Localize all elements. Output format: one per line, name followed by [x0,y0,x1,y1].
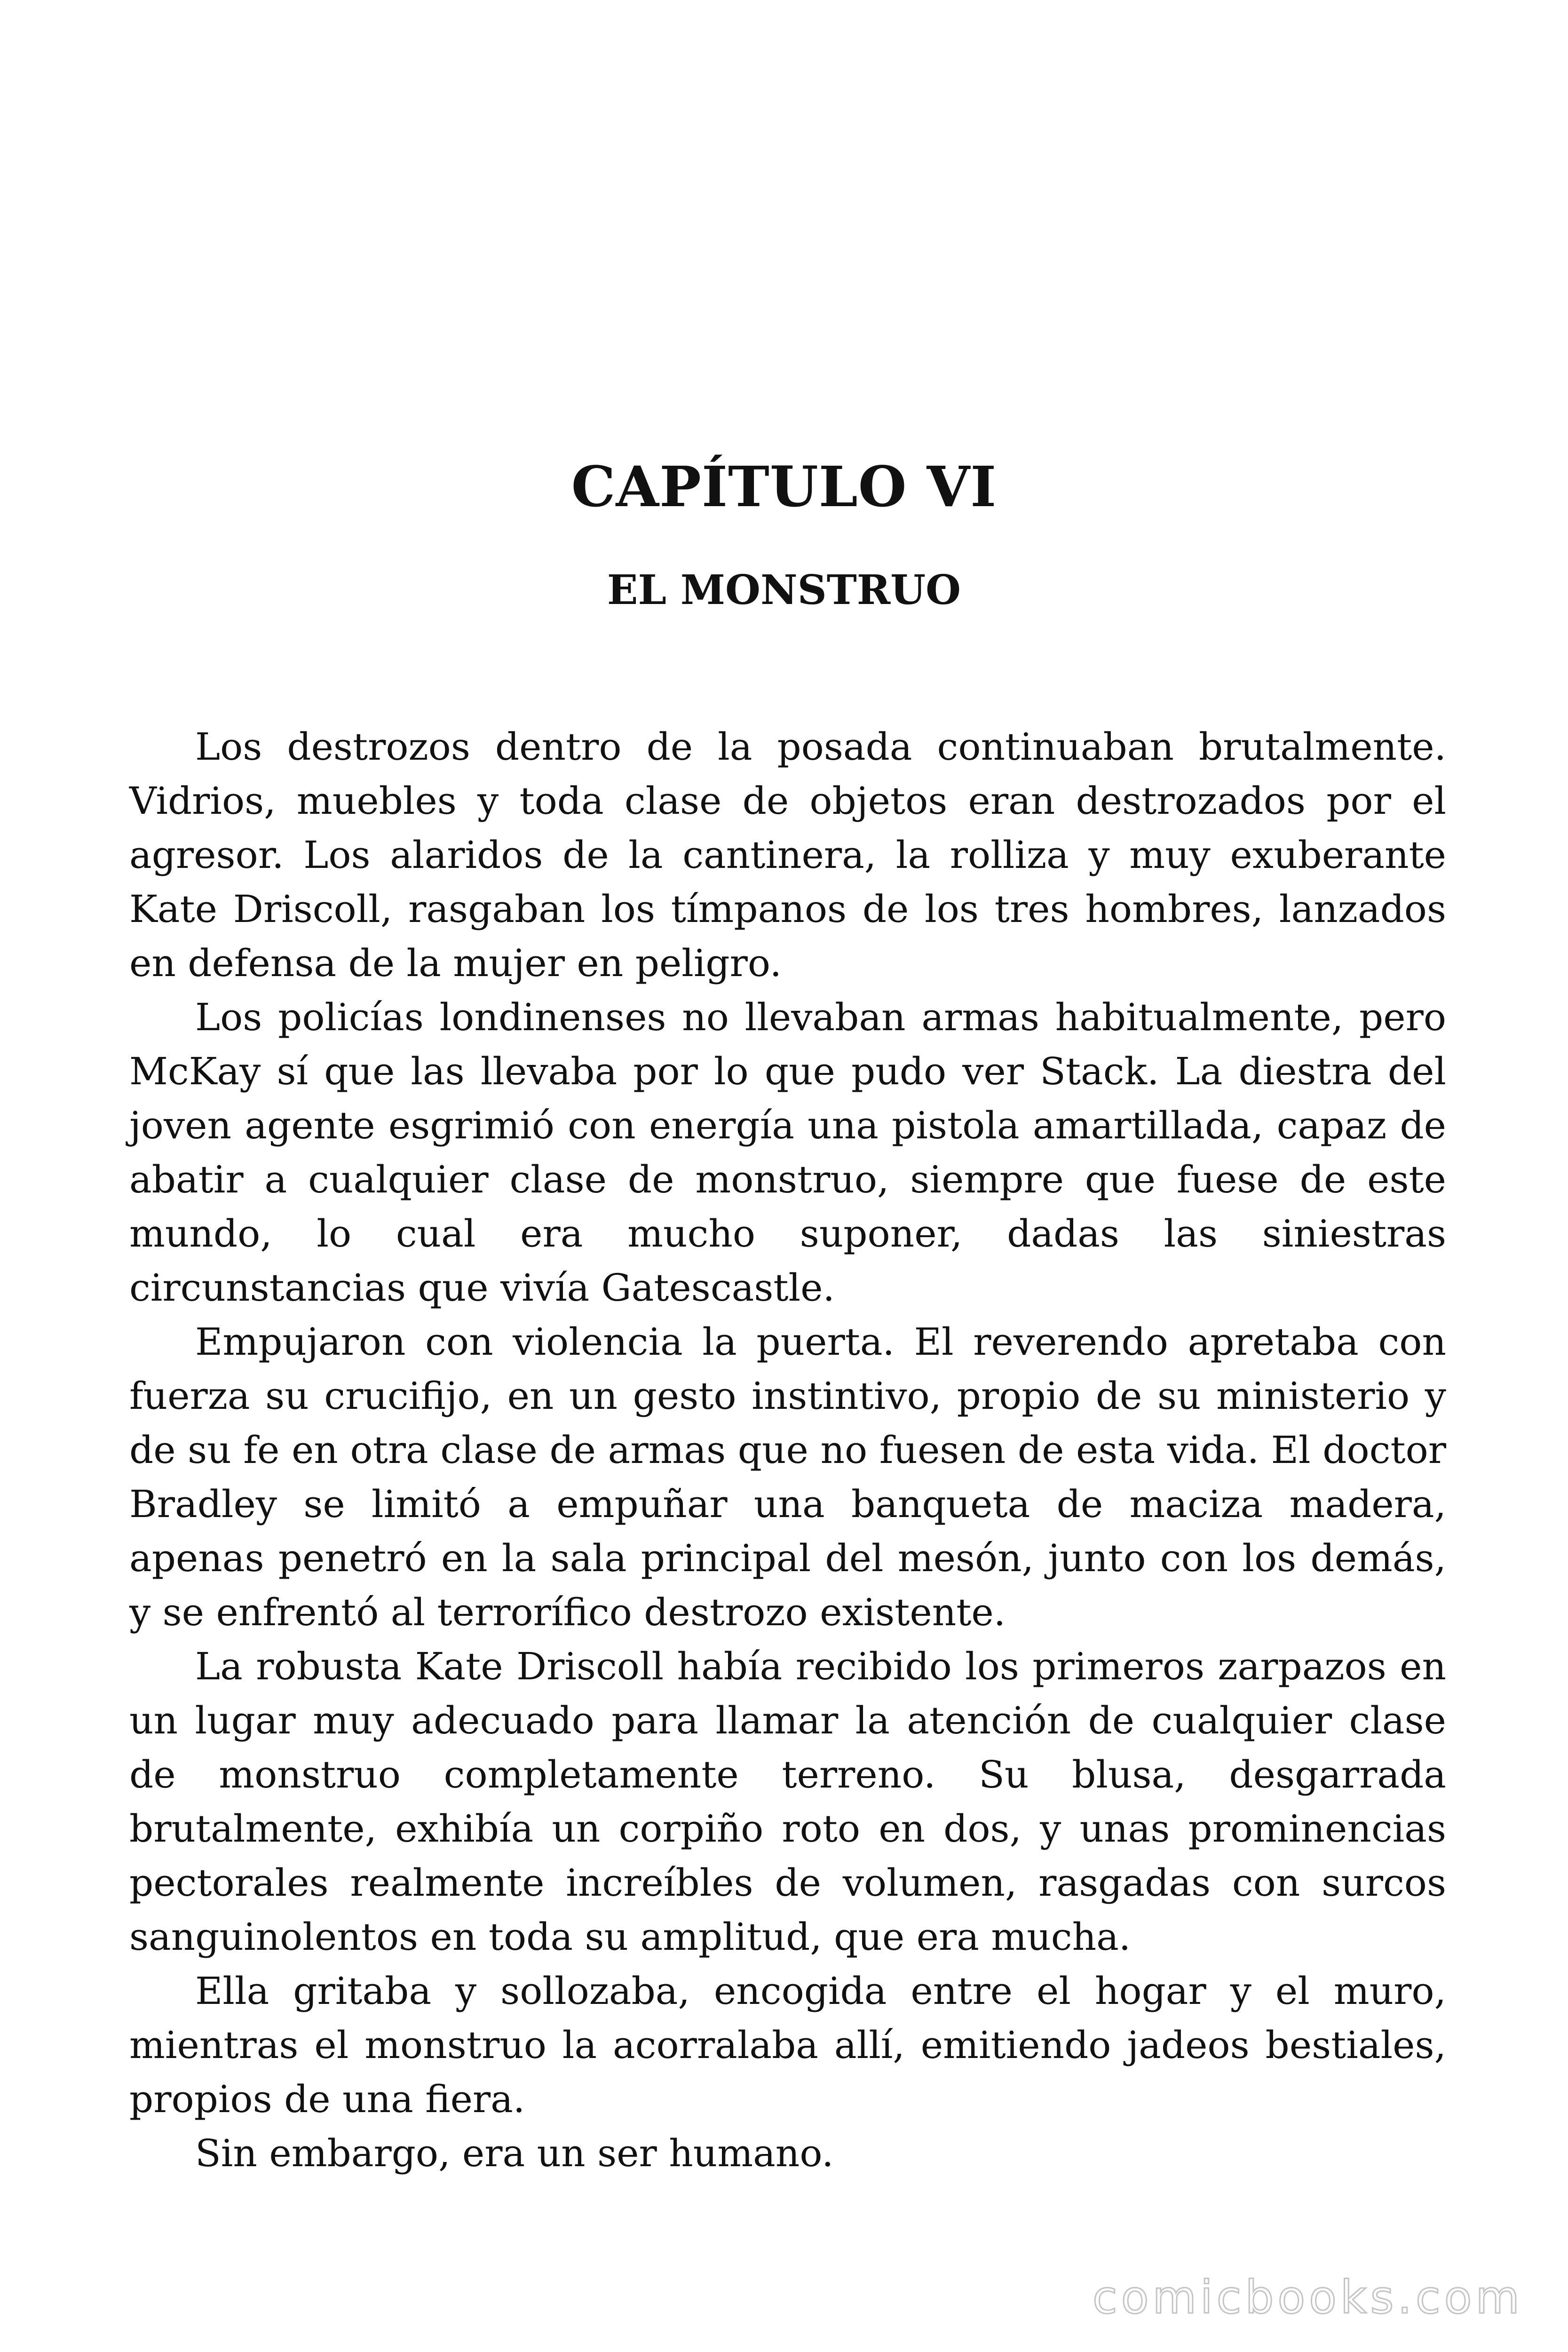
chapter-title: CAPÍTULO VI [571,454,997,519]
paragraph: Sin embargo, era un ser humano. [195,2131,834,2175]
watermark: comicbooks.com [1092,2271,1523,2324]
paragraph: La robusta Kate Driscoll había recibido los primeros zarpazos en un lugar muy adecuado para llamar la atención de cualquier clase de monstruo completamente terreno. Su blusa, desgarrada brutalmente, exhibía un corpiño roto en dos, y unas prominencias pectorales realmente increíbles de volumen, rasgadas con surcos sanguinolentos en toda su amplitud, que era mucha. [129,1645,1446,1959]
paragraph: Ella gritaba y sollozaba, encogida entre el hogar y el muro, mientras el monstruo la acorralaba allí, emitiendo jadeos bestiales, propios de una fiera. [129,1969,1446,2121]
paragraph: Empujaron con violencia la puerta. El reverendo apretaba con fuerza su crucifijo, en un gesto instintivo, propio de su ministerio y de su fe en otra clase de armas que no fuesen de esta vida. El doctor Bradley se limitó a empuñar una banqueta de maciza madera, apenas penetró en la sala principal del mesón, junto con los demás, y se enfrentó al terrorífico destrozo existente. [129,1320,1446,1634]
chapter-subtitle: EL MONSTRUO [607,566,961,614]
chapter-body [129,720,1446,2180]
paragraph: Los policías londinenses no llevaban armas habitualmente, pero McKay sí que las llevaba por lo que pudo ver Stack. La diestra del joven agente esgrimió con energía una pistola amartillada, capaz de abatir a cualquier clase de monstruo, siempre que fuese de este mundo, lo cual era mucho suponer, dadas las siniestras circunstancias que vivía Gatescastle. [129,995,1446,1310]
paragraph: Los destrozos dentro de la posada continuaban brutalmente. Vidrios, muebles y toda clase de objetos eran destrozados por el agresor. Los alaridos de la cantinera, la rolliza y muy exuberante Kate Driscoll, rasgaban los tímpanos de los tres hombres, lanzados en defensa de la mujer en peligro. [129,725,1446,985]
